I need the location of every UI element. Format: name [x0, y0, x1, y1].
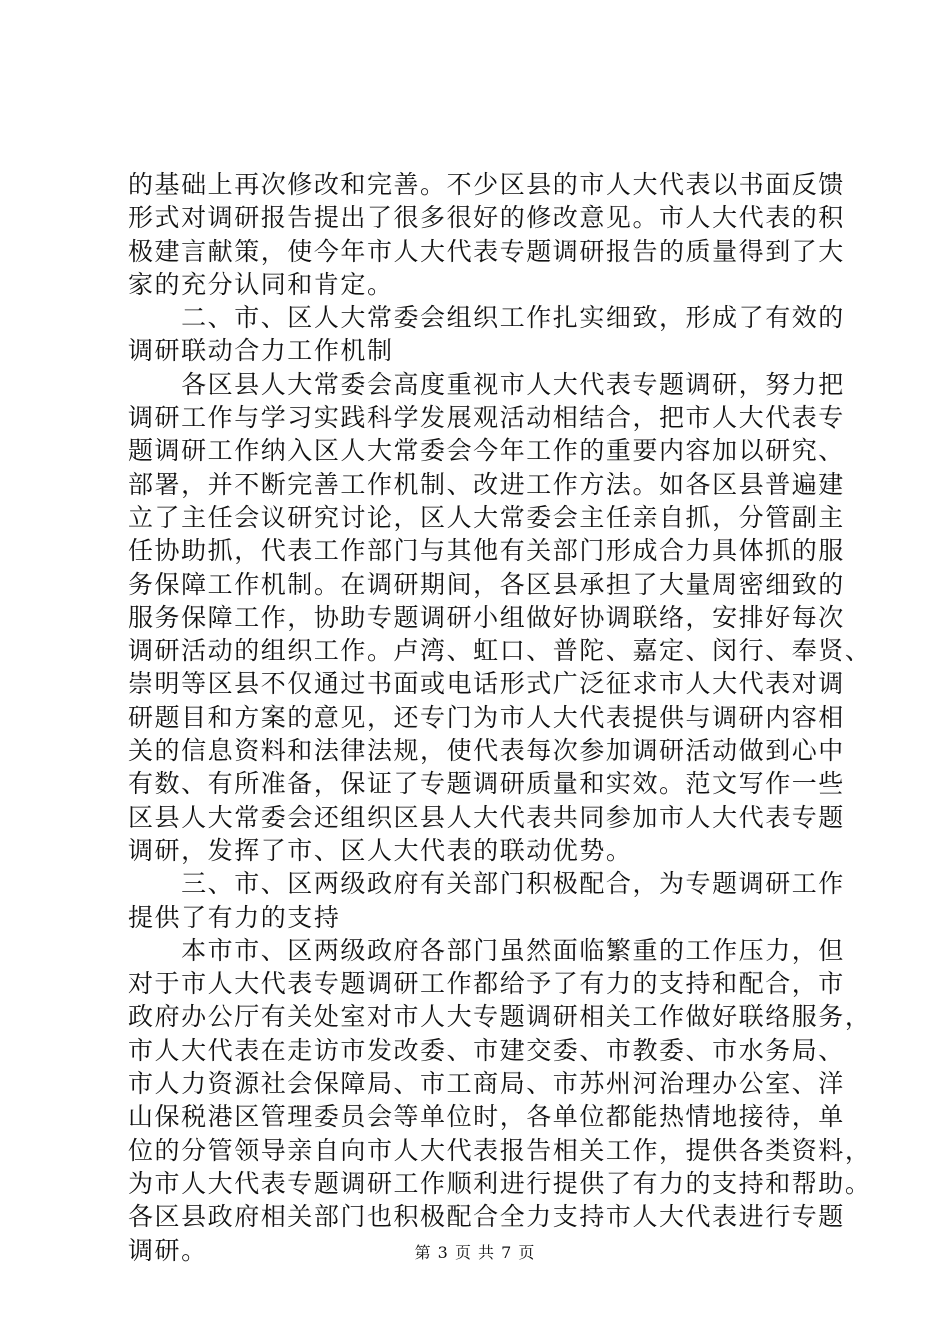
page-number-footer: 第 3 页 共 7 页: [414, 1243, 536, 1262]
text-line: 调研，发挥了市、区人大代表的联动优势。: [128, 835, 633, 865]
text-line: 任协助抓，代表工作部门与其他有关部门形成合力具体抓的服: [128, 536, 845, 566]
body-text: [128, 168, 872, 1267]
text-line: 形式对调研报告提出了很多很好的修改意见。市人大代表的积: [128, 203, 845, 233]
text-line: 家的充分认同和肯定。: [128, 269, 394, 299]
text-line: 有数、有所准备，保证了专题调研质量和实效。范文写作一些: [128, 769, 845, 799]
text-line: 调研工作与学习实践科学发展观活动相结合，把市人大代表专: [128, 403, 845, 433]
text-line: 市人大代表在走访市发改委、市建交委、市教委、市水务局、: [128, 1035, 845, 1065]
text-line: 研题目和方案的意见，还专门为市人大代表提供与调研内容相: [128, 702, 845, 732]
text-line: 崇明等区县不仅通过书面或电话形式广泛征求市人大代表对调: [128, 669, 845, 699]
text-line: 部署，并不断完善工作机制、改进工作方法。如各区县普遍建: [128, 469, 845, 499]
section-heading-line: 二、市、区人大常委会组织工作扎实细致，形成了有效的: [128, 303, 845, 333]
text-line: 对于市人大代表专题调研工作都给予了有力的支持和配合，市: [128, 969, 845, 999]
text-line: 山保税港区管理委员会等单位时，各单位都能热情地接待，单: [128, 1102, 845, 1132]
text-line: 为市人大代表专题调研工作顺利进行提供了有力的支持和帮助。: [128, 1168, 872, 1198]
text-line: 立了主任会议研究讨论，区人大常委会主任亲自抓，分管副主: [128, 502, 845, 532]
section-heading-line: 三、市、区两级政府有关部门积极配合，为专题调研工作: [128, 869, 845, 899]
text-line: 各区县人大常委会高度重视市人大代表专题调研，努力把: [128, 369, 845, 399]
text-line: 极建言献策，使今年市人大代表专题调研报告的质量得到了大: [128, 236, 845, 266]
section-heading-line: 提供了有力的支持: [128, 902, 341, 932]
text-line: 政府办公厅有关处室对市人大专题调研相关工作做好联络服务，: [128, 1002, 872, 1032]
text-line: 调研活动的组织工作。卢湾、虹口、普陀、嘉定、闵行、奉贤、: [128, 636, 872, 666]
text-line: 本市市、区两级政府各部门虽然面临繁重的工作压力，但: [128, 935, 845, 965]
text-line: 市人力资源社会保障局、市工商局、市苏州河治理办公室、洋: [128, 1069, 845, 1099]
text-line: 的基础上再次修改和完善。不少区县的市人大代表以书面反馈: [128, 170, 845, 199]
text-line: 服务保障工作，协助专题调研小组做好协调联络，安排好每次: [128, 602, 845, 632]
text-line: 区县人大常委会还组织区县人大代表共同参加市人大代表专题: [128, 802, 845, 832]
text-line: 各区县政府相关部门也积极配合全力支持市人大代表进行专题: [128, 1202, 845, 1232]
text-line: 务保障工作机制。在调研期间，各区县承担了大量周密细致的: [128, 569, 845, 599]
text-line: 调研。: [128, 1235, 208, 1265]
text-line: 题调研工作纳入区人大常委会今年工作的重要内容加以研究、: [128, 436, 845, 466]
section-heading-line: 调研联动合力工作机制: [128, 336, 394, 366]
text-line: 关的信息资料和法律法规，使代表每次参加调研活动做到心中: [128, 736, 845, 766]
text-line: 位的分管领导亲自向市人大代表报告相关工作，提供各类资料，: [128, 1135, 872, 1165]
